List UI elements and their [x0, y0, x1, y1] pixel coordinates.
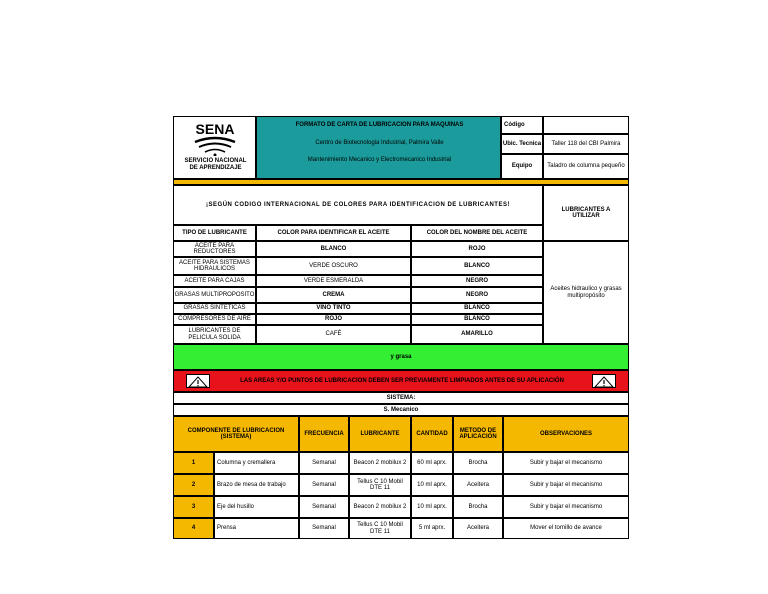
color-row-2-color: VERDE OSCURO	[256, 257, 411, 275]
sistema-value: S. Mecanico	[173, 404, 629, 416]
row-2-observaciones: Subir y bajar el mecanismo	[503, 474, 629, 496]
row-4-observaciones: Mover el tornillo de avance	[503, 518, 629, 539]
colors-section-title: ¡SEGÚN CODIGO INTERNACIONAL DE COLORES PARA IDENTIFICACION DE LUBRICANTES!	[173, 185, 543, 225]
codigo-label: Código	[501, 116, 543, 134]
header-title-block	[256, 116, 501, 179]
color-row-6-tipo: COMPRESORES DE AIRE	[173, 314, 256, 325]
equipo-value: Taladro de columna pequeño	[543, 154, 629, 179]
row-2-metodo: Aceitera	[453, 474, 503, 496]
row-2-num: 2	[173, 474, 214, 496]
lubricants-value: Aceites hidraulico y grasas multipropósito	[543, 241, 629, 344]
color-row-5-tipo: GRASAS SINTETICAS	[173, 303, 256, 314]
row-1-observaciones: Subir y bajar el mecanismo	[503, 452, 629, 474]
center-name: Centro de Biotecnologia Industrial, Palmira Valle	[315, 139, 444, 146]
color-row-4-nombre: NEGRO	[411, 287, 543, 303]
row-1-cantidad: 60 ml aprx.	[411, 452, 453, 474]
warning-banner	[173, 370, 629, 392]
lubricants-header: LUBRICANTES A UTILIZAR	[543, 185, 629, 241]
row-2-componente: Brazo de mesa de trabajo	[214, 474, 299, 496]
ubic-value: Taller 118 del CBI Palmira	[543, 134, 629, 154]
row-1-frecuencia: Semanal	[299, 452, 349, 474]
color-row-4-tipo: GRASAS MULTIPROPOSITO	[173, 287, 256, 303]
col-tipo-header: TIPO DE LUBRICANTE	[173, 225, 256, 241]
color-row-6-color: ROJO	[256, 314, 411, 325]
color-row-5-nombre: BLANCO	[411, 303, 543, 314]
row-3-metodo: Brocha	[453, 496, 503, 518]
row-3-componente: Eje del husillo	[214, 496, 299, 518]
color-row-1-color: BLANCO	[256, 241, 411, 257]
row-1-componente: Columna y cremallera	[214, 452, 299, 474]
color-row-7-color: CAFÉ	[256, 325, 411, 344]
row-3-observaciones: Subir y bajar el mecanismo	[503, 496, 629, 518]
color-row-2-tipo: ACEITE PARA SISTEMAS HIDRAULICOS	[173, 257, 256, 275]
hdr-componente: COMPONENTE DE LUBRICACION (SISTEMA)	[173, 416, 299, 452]
program-name: Mantenimiento Mecanico y Electromecanico Industrial	[307, 156, 452, 163]
col-color-header: COLOR PARA IDENTIFICAR EL ACEITE	[256, 225, 411, 241]
row-1-metodo: Brocha	[453, 452, 503, 474]
row-4-cantidad: 5 ml aprx.	[411, 518, 453, 539]
row-3-frecuencia: Semanal	[299, 496, 349, 518]
format-title: FORMATO DE CARTA DE LUBRICACION PARA MAQUINAS	[295, 121, 464, 128]
row-4-num: 4	[173, 518, 214, 539]
color-row-3-color: VERDE ESMERALDA	[256, 275, 411, 287]
sena-logo-icon	[185, 120, 245, 156]
color-row-4-color: CREMA	[256, 287, 411, 303]
row-4-lubricante: Tellus C 10 Mobil DTE 11	[349, 518, 411, 539]
color-row-3-tipo: ACEITE PARA CAJAS	[173, 275, 256, 287]
color-row-3-nombre: NEGRO	[411, 275, 543, 287]
warning-triangle-icon	[592, 374, 616, 388]
row-4-metodo: Aceitera	[453, 518, 503, 539]
hdr-cantidad: CANTIDAD	[411, 416, 453, 452]
row-2-lubricante: Tellus C 10 Mobil DTE 11	[349, 474, 411, 496]
equipo-label: Equipo	[501, 154, 543, 179]
lubrication-chart-sheet	[173, 116, 629, 539]
row-2-frecuencia: Semanal	[299, 474, 349, 496]
org-line-1: SERVICIO NACIONAL	[184, 157, 247, 164]
hdr-frecuencia: FRECUENCIA	[299, 416, 349, 452]
color-row-7-tipo: LUBRICANTES DE PELICULA SOLIDA	[173, 325, 256, 344]
ubic-label: Ubic. Tecnica	[501, 134, 543, 154]
color-row-6-nombre: BLANCO	[411, 314, 543, 325]
color-row-1-nombre: ROJO	[411, 241, 543, 257]
row-1-lubricante: Beacon 2 mobilux 2	[349, 452, 411, 474]
row-2-cantidad: 10 ml aprx.	[411, 474, 453, 496]
green-banner: y grasa	[173, 344, 629, 370]
sistema-label: SISTEMA:	[173, 392, 629, 404]
col-nombre-header: COLOR DEL NOMBRE DEL ACEITE	[411, 225, 543, 241]
logo-text: SENA	[195, 121, 235, 137]
row-1-num: 1	[173, 452, 214, 474]
color-row-2-nombre: BLANCO	[411, 257, 543, 275]
warning-triangle-icon	[186, 374, 210, 388]
hdr-metodo: METODO DE APLICACIÓN	[453, 416, 503, 452]
org-line-2: DE APRENDIZAJE	[189, 164, 242, 171]
row-3-lubricante: Beacon 2 mobilux 2	[349, 496, 411, 518]
row-4-frecuencia: Semanal	[299, 518, 349, 539]
color-row-1-tipo: ACEITE PARA REDUCTORES	[173, 241, 256, 257]
warning-text: LAS AREAS Y/O PUNTOS DE LUBRICACION DEBEN SER PREVIAMENTE LIMPIADOS ANTES DE SU APLICACIÓN	[240, 377, 564, 384]
row-4-componente: Prensa	[214, 518, 299, 539]
hdr-observaciones: OBSERVACIONES	[503, 416, 629, 452]
logo-cell	[173, 116, 256, 179]
color-row-5-color: VINO TINTO	[256, 303, 411, 314]
row-3-num: 3	[173, 496, 214, 518]
row-3-cantidad: 10 ml aprx.	[411, 496, 453, 518]
hdr-lubricante: LUBRICANTE	[349, 416, 411, 452]
color-row-7-nombre: AMARILLO	[411, 325, 543, 344]
codigo-value	[543, 116, 629, 134]
